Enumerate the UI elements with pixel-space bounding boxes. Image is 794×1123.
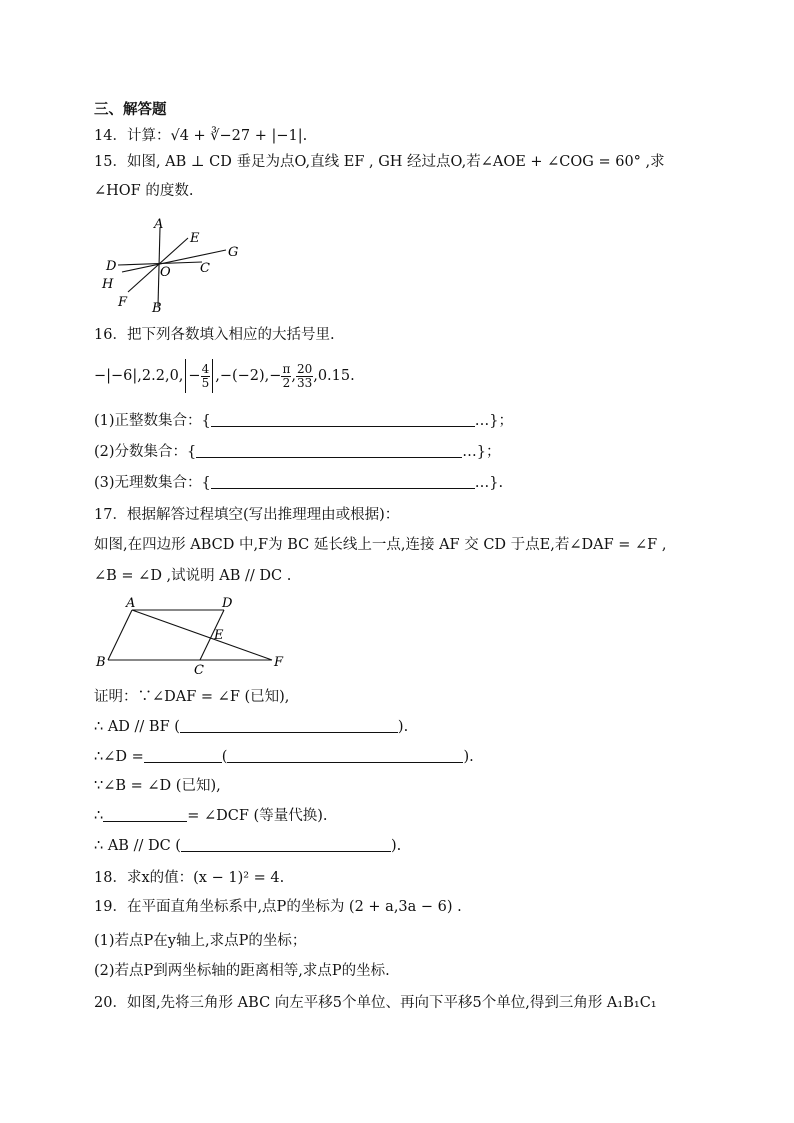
label-g: G [228,245,239,260]
proof-text: 证明：∵∠DAF = ∠F (已知), [94,689,290,705]
set-label: (2)分数集合：{ [94,444,197,460]
sub-question: (1)若点P在y轴上,求点P的坐标； [94,933,307,949]
number-list: −|−6|,2.2,0, − $\frac{4}{5}$ ,−(−2),− $\frac{\pi}{2}$ , $\frac{20}{33}$ ,0.15. [94,357,355,395]
sub-question: (2)若点P到两坐标轴的距离相等,求点P的坐标. [94,963,390,979]
segment-af [132,610,272,660]
answer-blank[interactable] [211,412,475,427]
denominator: 33 [296,375,313,390]
numerator: 4 [201,361,210,376]
label-b: B [152,301,162,316]
proof-line-2 [94,717,408,737]
label-b: B [96,655,106,670]
angle-blank[interactable] [144,748,222,763]
proof-text: ). [397,719,409,735]
question-text: ∠B = ∠D ,试说明 AB // DC . [94,568,292,584]
segment-ab [108,610,132,660]
numbers-part-1: −|−6|,2.2,0, [94,368,184,384]
set-label: (3)无理数集合：{ [94,475,211,491]
line-gh [122,250,226,272]
label-e: E [190,231,200,246]
proof-text: ). [463,749,474,765]
question-number: 14． [94,128,127,144]
question-18 [94,868,284,888]
label-a: A [126,596,136,611]
answer-blank[interactable] [196,443,462,458]
label-d: D [106,259,117,274]
numbers-part-2: ,−(−2),− [215,368,282,384]
reason-blank[interactable] [181,837,391,852]
question-14 [94,126,307,146]
question-15 [94,152,665,172]
answer-blank[interactable] [211,474,475,489]
angle-blank[interactable] [103,807,187,822]
question-number: 16． [94,327,127,343]
question-16 [94,325,335,345]
label-e: E [214,628,224,643]
abs-bar [212,359,213,393]
proof-text: ∴ AB // DC ( [94,838,181,854]
question-19-sub1 [94,931,306,951]
question-number: 17． [94,507,127,523]
proof-text: ). [390,838,402,854]
question-number: 18． [94,870,127,886]
question-19-sub2 [94,961,390,981]
proof-line-4 [94,776,221,796]
abs-bar [185,359,186,393]
fraction-20-33 [296,363,313,390]
proof-text: ∴ AD // BF ( [94,719,180,735]
question-stem: 根据解答过程填空(写出推理理由或根据)： [126,507,400,523]
proof-text: ( [221,749,228,765]
question-stem: 把下列各数填入相应的大括号里. [126,327,335,343]
set-end: …}； [474,413,513,429]
set-end: …}. [474,475,504,491]
question-17-line2 [94,535,666,555]
section-title: 三、解答题 [94,102,167,118]
label-c: C [194,663,204,678]
question-17-line3 [94,566,291,586]
set-positive-integers [94,411,513,431]
proof-text: ∴∠D = [94,749,144,765]
math-expression: (x − 1)² = 4. [193,870,285,886]
label-h: H [102,277,114,292]
numerator: 20 [296,361,313,376]
fraction-pi-2 [281,363,291,390]
question-number: 15． [94,154,127,170]
reason-blank[interactable] [180,718,398,733]
proof-text: = ∠DCF (等量代换). [187,808,328,824]
quadrilateral-figure [94,594,294,680]
fraction-4-5 [201,363,211,390]
reason-blank[interactable] [227,748,463,763]
question-number: 20． [94,995,127,1011]
question-number: 19． [94,899,127,915]
proof-line-5 [94,806,327,826]
label-f: F [274,655,284,670]
label-a: A [154,217,164,232]
proof-line-6 [94,836,401,856]
question-stem: 求x的值： [126,870,194,886]
numbers-part-3: ,0.15. [313,368,355,384]
set-end: …}； [462,444,501,460]
proof-text: ∴ [94,808,104,824]
label-d: D [222,596,233,611]
question-15-line2 [94,181,193,201]
question-20 [94,993,657,1013]
numerator: π [282,361,291,376]
question-text: 如图,在四边形 ABCD 中,F为 BC 延长线上一点,连接 AF 交 CD 于点E,若∠DAF = ∠F , [94,537,667,553]
denominator: 5 [201,375,210,390]
set-irrationals [94,473,503,493]
proof-line-3 [94,747,474,767]
line-ef [128,238,188,292]
set-label: (1)正整数集合：{ [94,413,211,429]
question-19 [94,897,462,917]
proof-line-1 [94,687,289,707]
label-o: O [160,265,171,280]
question-text: 如图, AB ⊥ CD 垂足为点O,直线 EF , GH 经过点O,若∠AOE + ∠COG = 60° ,求 [126,154,665,170]
math-expression: √4 + ∛−27 + |−1|. [170,128,308,144]
denominator: 2 [282,375,291,390]
question-stem: 如图,先将三角形 ABC 向左平移5个单位、再向下平移5个单位,得到三角形 A₁B₁C₁ [126,995,657,1011]
question-text: ∠HOF 的度数. [94,183,194,199]
question-stem: 在平面直角坐标系中,点P的坐标为 (2 + a,3a − 6) . [126,899,462,915]
question-17 [94,505,399,525]
question-stem: 计算： [126,128,171,144]
set-fractions [94,442,501,462]
proof-text: ∵∠B = ∠D (已知), [94,778,221,794]
angle-figure [94,210,254,320]
label-c: C [200,261,210,276]
label-f: F [118,295,128,310]
